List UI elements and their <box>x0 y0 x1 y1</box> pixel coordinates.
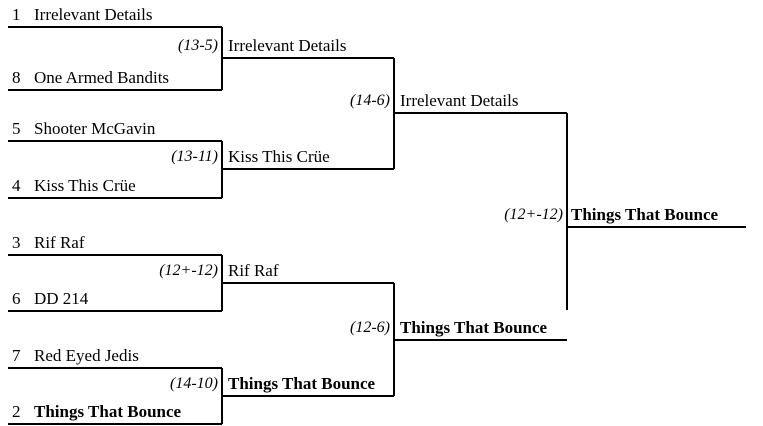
r1-team-3: Rif Raf <box>34 233 85 252</box>
champion-name: Things That Bounce <box>571 205 719 224</box>
r1-team-6: DD 214 <box>34 289 89 308</box>
r1-seed-5: 5 <box>12 119 21 138</box>
r1-team-8: One Armed Bandits <box>34 68 170 87</box>
r3-score-b: (12-6) <box>350 319 390 336</box>
r3-score-a: (14-6) <box>350 92 390 109</box>
r1-team-2: Things That Bounce <box>34 402 182 421</box>
r1-seed-3: 3 <box>12 233 21 252</box>
r1-team-1: Irrelevant Details <box>34 5 153 24</box>
r2-score-a: (13-5) <box>178 37 218 54</box>
r2-team-c: Rif Raf <box>228 261 279 280</box>
r2-team-a: Irrelevant Details <box>228 36 347 55</box>
r1-seed-7: 7 <box>12 346 21 365</box>
r2-score-d: (14-10) <box>170 375 218 392</box>
r1-seed-6: 6 <box>12 289 21 308</box>
r1-seed-2: 2 <box>12 402 21 421</box>
r2-score-b: (13-11) <box>171 148 218 165</box>
r2-score-c: (12+-12) <box>159 262 218 279</box>
final-score: (12+-12) <box>504 206 563 223</box>
r1-team-4: Kiss This Crüe <box>34 176 136 195</box>
r3-team-a: Irrelevant Details <box>400 91 519 110</box>
r3-team-b: Things That Bounce <box>400 318 548 337</box>
r1-seed-8: 8 <box>12 68 21 87</box>
r1-team-5: Shooter McGavin <box>34 119 156 138</box>
r2-team-b: Kiss This Crüe <box>228 147 330 166</box>
r2-team-d: Things That Bounce <box>228 374 376 393</box>
r1-seed-4: 4 <box>12 176 21 195</box>
r1-team-7: Red Eyed Jedis <box>34 346 139 365</box>
r1-seed-1: 1 <box>12 5 21 24</box>
